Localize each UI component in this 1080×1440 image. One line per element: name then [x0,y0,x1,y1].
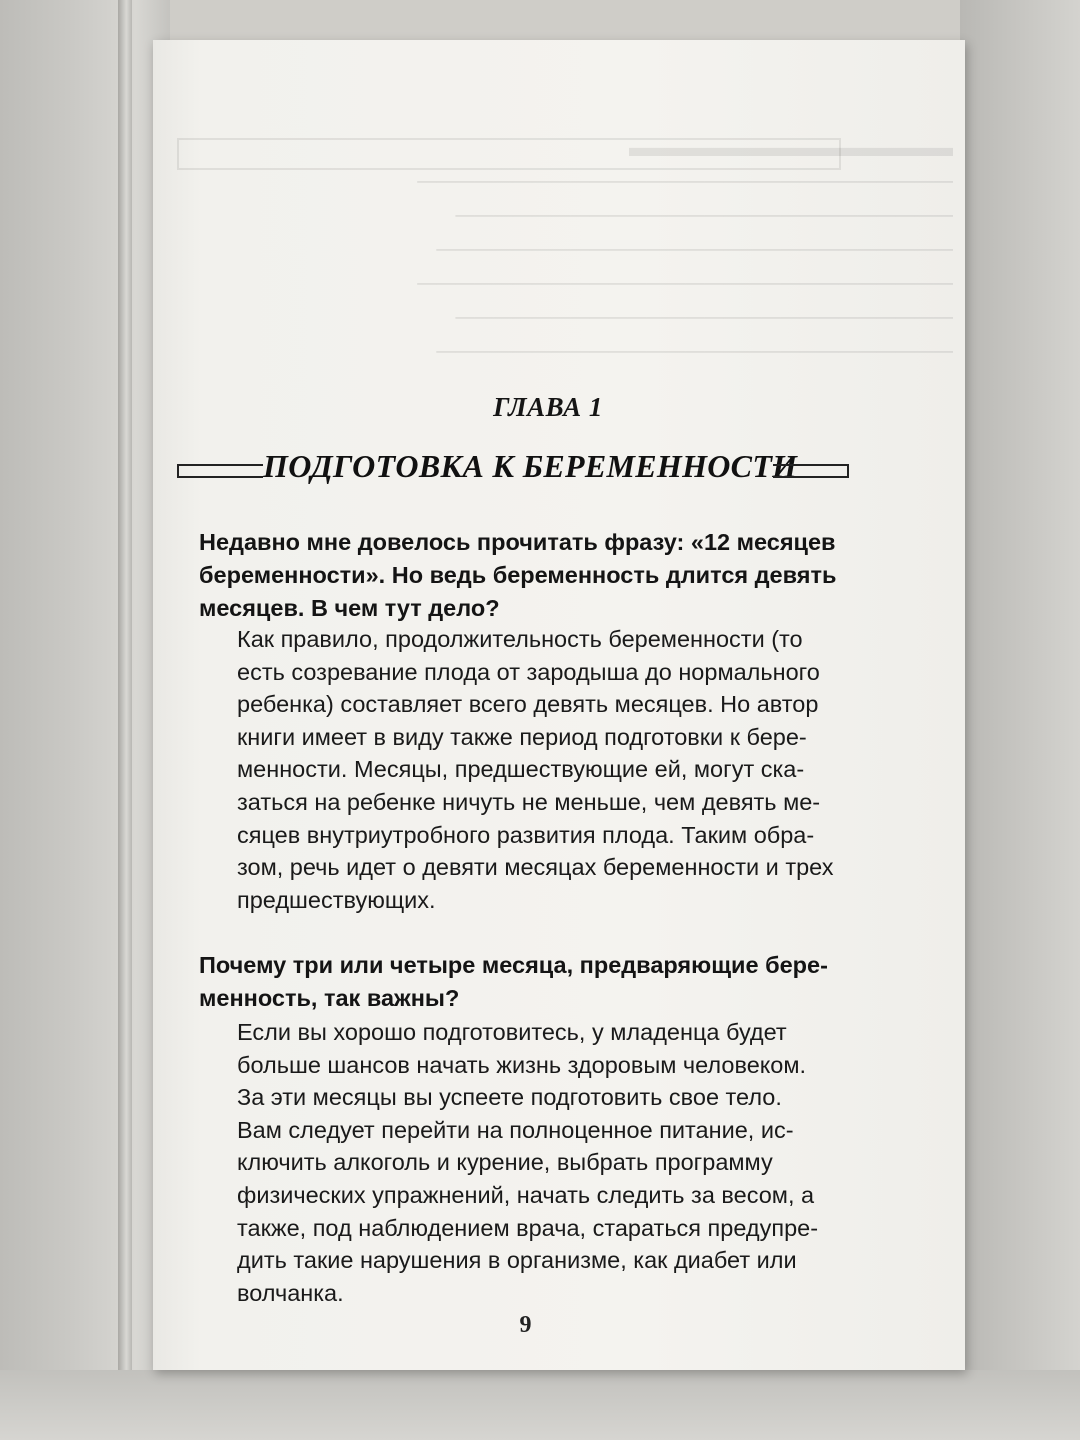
page-content [153,40,965,1370]
bleed-through-text: ▬▬▬▬▬▬▬▬▬▬▬▬ ──────────────────────────── ────────────────────────── ─────────────────────────── ──────────────────────────── ────────────────────────── ─────────────────────────── [417,132,953,366]
title-rule-right [773,464,849,478]
question-1 [199,526,849,625]
answer-line: Как правило, продолжительность беременности (то [237,626,803,652]
answer-line: заться на ребенке ничуть не меньше, чем девять ме- [237,788,821,815]
chapter-title-block [177,444,849,500]
answer-line: волчанка. [237,1279,344,1306]
answer-line: Вам следует перейти на полноценное питание, ис- [237,1116,794,1143]
book-spine-shadow [118,0,132,1440]
answer-line: есть созревание плода от зародыша до нормального [237,658,820,685]
answer-line: предшествующих. [237,886,436,913]
answer-line: Если вы хорошо подготовитесь, у младенца будет [237,1019,787,1045]
question-2 [199,949,849,1015]
chapter-label: ГЛАВА 1 [493,392,603,422]
bottom-background [0,1370,1080,1440]
question-line: Недавно мне довелось прочитать фразу: «12 месяцев [199,529,836,555]
answer-line: также, под наблюдением врача, стараться предупре- [237,1214,819,1241]
right-background [960,0,1080,1440]
title-rule-left [177,464,263,478]
answer-line: дить такие нарушения в организме, как диабет или [237,1247,797,1274]
answer-1 [237,623,857,916]
answer-line: больше шансов начать жизнь здоровым человеком. [237,1051,807,1078]
question-line: Почему три или четыре месяца, предваряющие бере- [199,952,828,978]
chapter-title: ПОДГОТОВКА К БЕРЕМЕННОСТИ [263,448,798,484]
question-line: менность, так важны? [199,985,460,1011]
answer-line: менности. Месяцы, предшествующие ей, могут ска- [237,756,805,783]
left-page-background [0,0,170,1440]
answer-line: ключить алкоголь и курение, выбрать программу [237,1149,773,1176]
answer-line: книги имеет в виду также период подготовки к бере- [237,723,807,750]
answer-line: ребенка) составляет всего девять месяцев. Но автор [237,691,819,718]
answer-line: За эти месяцы вы успеете подготовить свое тело. [237,1084,782,1111]
question-line: месяцев. В чем тут дело? [199,595,500,621]
answer-line: зом, речь идет о девяти месяцах беременности и трех [237,854,834,881]
answer-line: сяцев внутриутробного развития плода. Таким обра- [237,821,815,848]
answer-2 [237,1016,857,1309]
page-number: 9 [519,1312,532,1338]
question-line: беременности». Но ведь беременность длится девять [199,562,837,588]
book-page [153,40,965,1370]
answer-line: физических упражнений, начать следить за весом, а [237,1181,815,1208]
